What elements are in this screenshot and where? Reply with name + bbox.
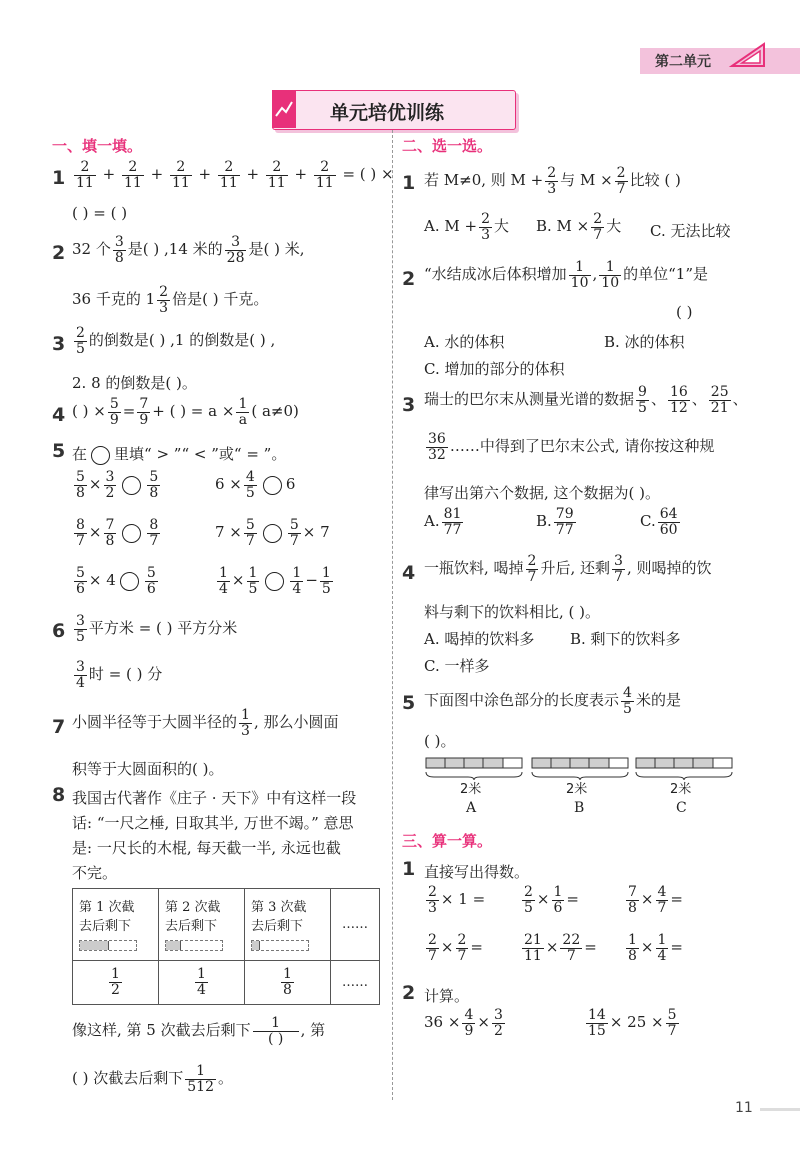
q7-line1: 小圆半径等于大圆半径的 $\frac{1}{3}$ , 那么小圆面 [72, 707, 339, 739]
ruler-a-length: 2米 [460, 782, 482, 797]
table-cell: 第 2 次截 去后剩下 [159, 889, 245, 961]
r-q3-option-b[interactable]: B. $\frac{79}{77}$ [536, 506, 574, 538]
table-cell: 第 3 次截 去后剩下 [245, 889, 331, 961]
r-q4-option-a[interactable]: A. 喝掉的饮料多 [424, 630, 535, 648]
compare-circle[interactable] [120, 572, 139, 591]
r-q3-option-a[interactable]: A. $\frac{81}{77}$ [424, 506, 462, 538]
question-number: 1 [402, 858, 416, 880]
chart-up-icon [272, 90, 296, 128]
q6-line2: $\frac{3}{4}$ 时 = ( ) 分 [76, 659, 163, 691]
question-number: 1 [52, 167, 66, 189]
triangle-ruler-icon [728, 40, 768, 70]
q7-line2: 积等于大圆面积的( )。 [72, 760, 224, 778]
calc-item: $\frac{2}{5}$ × $\frac{1}{6}$ = [524, 884, 579, 916]
r-q2-option-c[interactable]: C. 增加的部分的体积 [424, 360, 565, 378]
compute-expression: $\frac{14}{15}$ × 25 × $\frac{5}{7}$ [588, 1007, 677, 1039]
q5-instruction: 在 里填“ > ”“ < ”或“ = ”。 [72, 445, 287, 463]
q5-compare-item: $\frac{5}{8}$ × $\frac{3}{2}$ $\frac{5}{8}$ [76, 469, 159, 501]
calc-item: $\frac{21}{11}$ × $\frac{22}{7}$ = [524, 932, 597, 964]
r-q4-line2: 料与剩下的饮料相比, ( )。 [424, 603, 601, 621]
r-q5-line2: ( )。 [424, 732, 456, 750]
r-compute-title: 计算。 [424, 987, 470, 1005]
table-cell: $\frac{1}{2}$ [73, 961, 159, 1005]
compare-circle[interactable] [122, 524, 141, 543]
q5-compare-item: 6 × $\frac{4}{5}$ 6 [215, 469, 296, 501]
table-cell: 第 1 次截 去后剩下 [73, 889, 159, 961]
r-q4-option-c[interactable]: C. 一样多 [424, 657, 490, 675]
r-q2-answer-paren: ( ) [676, 303, 693, 321]
ruler-c-length: 2米 [670, 782, 692, 797]
option-c-label[interactable]: C [676, 800, 687, 816]
calc-item: $\frac{2}{7}$ × $\frac{2}{7}$ = [428, 932, 483, 964]
calc-item: $\frac{7}{8}$ × $\frac{4}{7}$ = [628, 884, 683, 916]
stick-bar [165, 940, 223, 951]
r-q1-option-b[interactable]: B. M × $\frac{2}{7}$ 大 [536, 211, 622, 243]
q8-text: 是: 一尺长的木棍, 每天截一半, 永远也截 [72, 839, 341, 857]
compare-circle[interactable] [265, 572, 284, 591]
q5-compare-item: $\frac{5}{6}$ × 4 $\frac{5}{6}$ [76, 565, 156, 597]
q8-line5: 像这样, 第 5 次截去后剩下 1 ( ) , 第 [72, 1015, 326, 1047]
table-cell: $\frac{1}{4}$ [159, 961, 245, 1005]
page-number-rule [760, 1108, 800, 1111]
r-calc-title: 直接写出得数。 [424, 863, 530, 881]
compare-circle[interactable] [263, 476, 282, 495]
r-q1-option-a[interactable]: A. M + $\frac{2}{3}$ 大 [424, 211, 510, 243]
q2-line1: 32 个 $\frac{3}{8}$ 是( ) ,14 米的 $\frac{3}{28}$ 是( ) 米, [72, 234, 305, 266]
r-q3-line3: 律写出第六个数据, 这个数据为( )。 [424, 484, 661, 502]
section-choose: 二、选一选。 [402, 137, 493, 155]
cut-table [72, 888, 380, 1005]
question-number: 5 [402, 692, 416, 714]
compute-expression: 36 × $\frac{4}{9}$ × $\frac{3}{2}$ [424, 1007, 503, 1039]
q8-text: 不完。 [72, 864, 118, 882]
calc-item: $\frac{2}{3}$ × 1 = [428, 884, 486, 916]
question-number: 4 [52, 404, 66, 426]
table-cell: …… [331, 961, 380, 1005]
r-q1-option-c[interactable]: C. 无法比较 [650, 222, 731, 240]
stick-bar [251, 940, 309, 951]
table-cell: …… [331, 889, 380, 961]
page-title: 单元培优训练 [330, 102, 445, 124]
r-q4-line1: 一瓶饮料, 喝掉 $\frac{2}{7}$ 升后, 还剩 $\frac{3}{7}$ , 则喝掉的饮 [424, 553, 712, 585]
question-number: 6 [52, 620, 66, 642]
ruler-b-length: 2米 [566, 782, 588, 797]
r-q2-option-a[interactable]: A. 水的体积 [424, 333, 505, 351]
question-number: 3 [402, 394, 416, 416]
r-q5-line1: 下面图中涂色部分的长度表示 $\frac{4}{5}$ 米的是 [424, 685, 681, 717]
r-q4-option-b[interactable]: B. 剩下的饮料多 [570, 630, 681, 648]
question-number: 2 [52, 242, 66, 264]
q1-expression: $\frac{2}{11}$ + $\frac{2}{11}$ + $\frac{2}{11}$ + $\frac{2}{11}$ + $\frac{2}{11}$ + $\frac{2}{11}$ = ( ) × [76, 159, 394, 191]
question-number: 7 [52, 716, 66, 738]
q1-line2: ( ) = ( ) [72, 204, 128, 222]
question-number: 4 [402, 562, 416, 584]
r-q3-line1: 瑞士的巴尔末从测量光谱的数据 $\frac{9}{5}$ 、 $\frac{16}{12}$ 、 $\frac{25}{21}$ 、 [424, 384, 748, 416]
compare-circle[interactable] [263, 524, 282, 543]
page-number: 11 [735, 1100, 753, 1116]
question-number: 1 [402, 172, 416, 194]
question-number: 2 [402, 982, 416, 1004]
section-fill-in: 一、填一填。 [52, 137, 143, 155]
question-number: 5 [52, 440, 66, 462]
r-q3-line2: $\frac{36}{32}$ ……中得到了巴尔末公式, 请你按这种规 [428, 431, 715, 463]
q6-line1: $\frac{3}{5}$ 平方米 = ( ) 平方分米 [76, 613, 238, 645]
q3-line2: 2. 8 的倒数是( )。 [72, 374, 197, 392]
q8-text: 话: “一尺之棰, 日取其半, 万世不竭。” 意思 [72, 814, 354, 832]
question-number: 8 [52, 784, 66, 806]
q5-compare-item: $\frac{1}{4}$ × $\frac{1}{5}$ $\frac{1}{4}$ − $\frac{1}{5}$ [219, 565, 331, 597]
compare-circle[interactable] [122, 476, 141, 495]
q8-text: 我国古代著作《庄子 · 天下》中有这样一段 [72, 789, 357, 807]
compare-circle [91, 446, 110, 465]
q8-line6: ( ) 次截去后剩下 $\frac{1}{512}$ 。 [72, 1063, 233, 1095]
question-number: 3 [52, 333, 66, 355]
q3-line1: $\frac{2}{5}$ 的倒数是( ) ,1 的倒数是( ) , [76, 325, 276, 357]
q2-line2: 36 千克的 1 $\frac{2}{3}$ 倍是( ) 千克。 [72, 284, 269, 316]
r-q2-option-b[interactable]: B. 冰的体积 [604, 333, 685, 351]
column-divider [392, 130, 393, 1100]
option-b-label[interactable]: B [574, 800, 585, 816]
r-q3-option-c[interactable]: C. $\frac{64}{60}$ [640, 506, 678, 538]
section-calculate: 三、算一算。 [402, 832, 493, 850]
stick-bar [79, 940, 137, 951]
q5-compare-item: $\frac{8}{7}$ × $\frac{7}{8}$ $\frac{8}{7}$ [76, 517, 159, 549]
unit-label: 第二单元 [655, 54, 711, 70]
calc-item: $\frac{1}{8}$ × $\frac{1}{4}$ = [628, 932, 683, 964]
r-q1-line1: 若 M≠0, 则 M + $\frac{2}{3}$ 与 M × $\frac{2}{7}$ 比较 ( ) [424, 165, 681, 197]
q4-equation: ( ) × $\frac{5}{9}$ = $\frac{7}{9}$ + ( ) = a × $\frac{1}{a}$ ( a≠0) [72, 396, 299, 428]
option-a-label[interactable]: A [466, 800, 477, 816]
q5-compare-item: 7 × $\frac{5}{7}$ $\frac{5}{7}$ × 7 [215, 517, 330, 549]
question-number: 2 [402, 268, 416, 290]
r-q2-line1: “水结成冰后体积增加 $\frac{1}{10}$ , $\frac{1}{10}$ 的单位“1”是 [424, 259, 708, 291]
table-cell: $\frac{1}{8}$ [245, 961, 331, 1005]
